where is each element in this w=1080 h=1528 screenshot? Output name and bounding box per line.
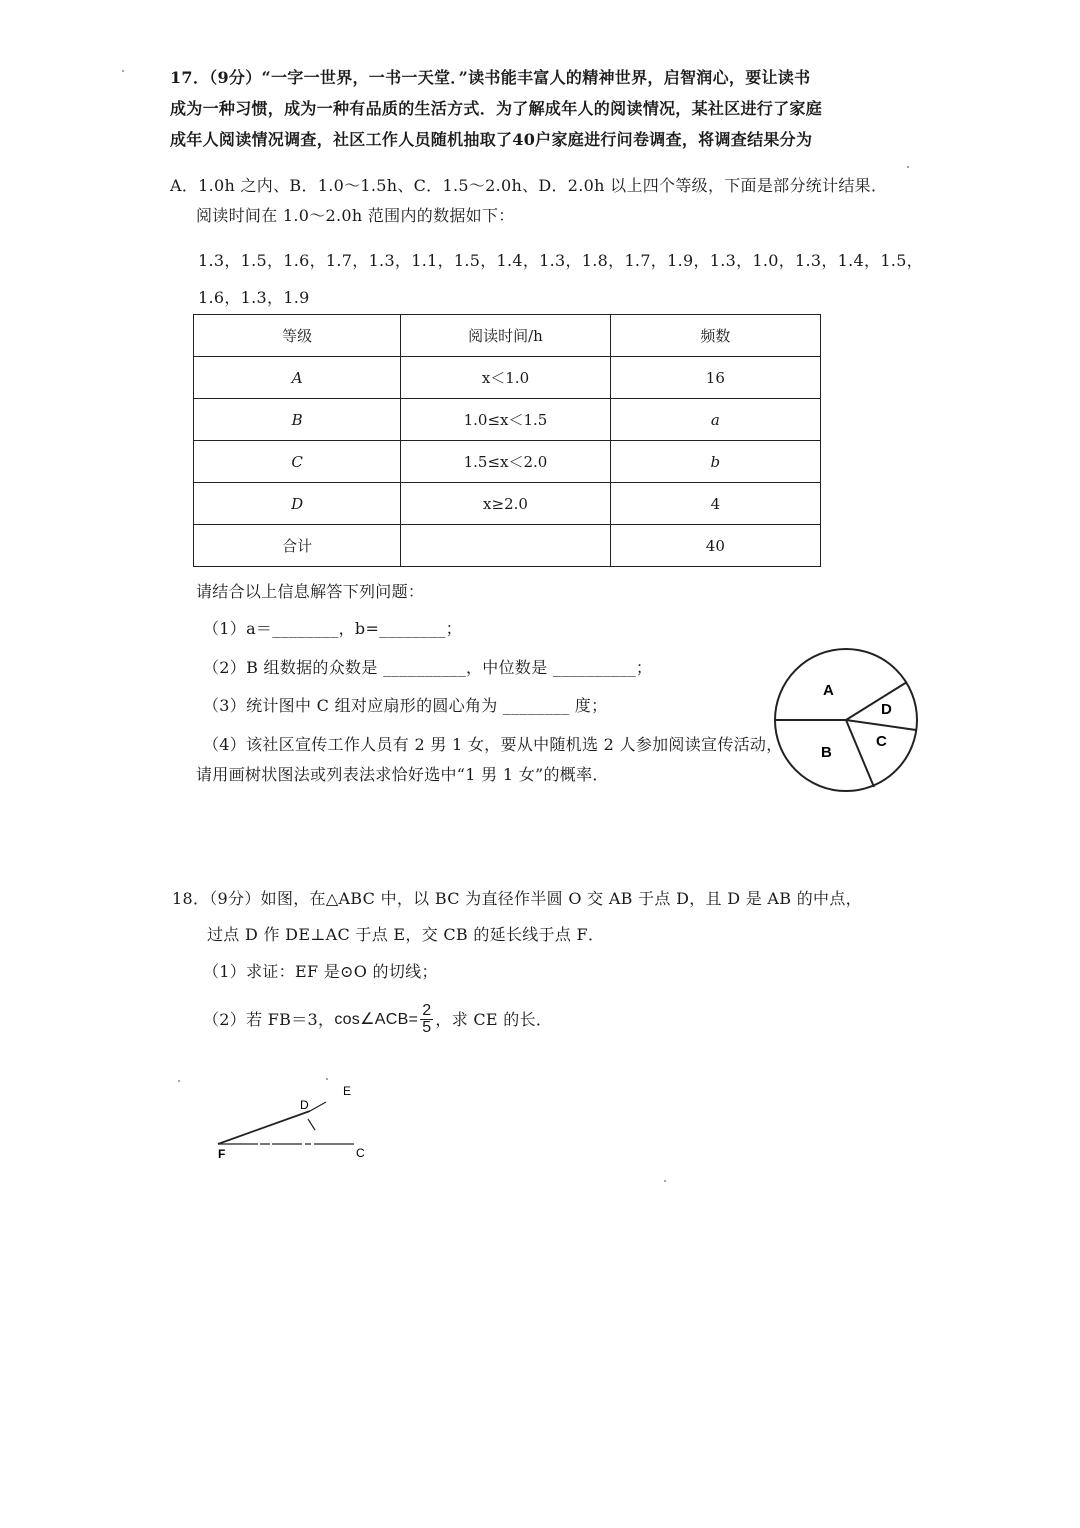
- point-label-c: C: [356, 1146, 365, 1160]
- pie-divider-c-b: [846, 720, 874, 787]
- cell-time: x＜1.0: [401, 357, 610, 399]
- cell-grade: C: [194, 441, 401, 483]
- header-grade: 等级: [194, 315, 401, 357]
- pie-chart-figure: [772, 650, 920, 820]
- table-row: [194, 357, 821, 399]
- pie-divider-d-c: [846, 720, 916, 730]
- q18-sub2-cos: cos∠ACB=: [334, 1010, 419, 1028]
- cell-time: 1.0≤x＜1.5: [401, 399, 610, 441]
- scan-speck: [326, 1078, 328, 1080]
- header-frequency: 频数: [610, 315, 820, 357]
- cell-time: x≥2.0: [401, 483, 610, 525]
- q17-sub3: （3）统计图中 C 组对应扇形的圆心角为 ________ 度；: [203, 696, 608, 715]
- cell-grade: B: [194, 399, 401, 441]
- tick-mark: [308, 1119, 315, 1130]
- q17-line5: 阅读时间在 1.0～2.0h 范围内的数据如下：: [196, 206, 515, 225]
- table-header-row: [194, 315, 821, 357]
- q18-line1: 18．（9分）如图，在△ABC 中，以 BC 为直径作半圆 O 交 AB 于点 D，且 D 是 AB 的中点，: [172, 889, 862, 908]
- frequency-table: [193, 314, 821, 567]
- pie-label-c: C: [876, 733, 887, 750]
- fraction-numerator: 2: [422, 1002, 432, 1019]
- scan-speck: [664, 1180, 666, 1182]
- q17-sub2: （2）B 组数据的众数是 __________，中位数是 __________；: [203, 658, 653, 677]
- q17-data-line2: 1.6，1.3，1.9: [198, 288, 310, 307]
- scan-speck: [178, 1080, 180, 1082]
- table-row: [194, 399, 821, 441]
- cell-grade: A: [194, 357, 401, 399]
- cell-frequency: 16: [610, 357, 820, 399]
- cell-total-label: 合计: [194, 525, 401, 567]
- cell-grade: D: [194, 483, 401, 525]
- header-time: 阅读时间/h: [401, 315, 610, 357]
- q17-prompt: 请结合以上信息解答下列问题：: [196, 582, 425, 601]
- cell-total-empty: [401, 525, 610, 567]
- q17-sub4b: 请用画树状图法或列表法求恰好选中“1 男 1 女”的概率．: [196, 765, 609, 784]
- fraction: [420, 1003, 433, 1036]
- cell-total-value: 40: [610, 525, 820, 567]
- table-row: [194, 483, 821, 525]
- point-label-e: E: [343, 1084, 352, 1098]
- pie-label-b: B: [821, 744, 832, 761]
- cell-time: 1.5≤x＜2.0: [401, 441, 610, 483]
- q17-sub4a: （4）该社区宣传工作人员有 2 男 1 女，要从中随机选 2 人参加阅读宣传活动，: [203, 735, 783, 754]
- q18-line2: 过点 D 作 DE⊥AC 于点 E，交 CB 的延长线于点 F．: [207, 925, 605, 944]
- point-label-d: D: [300, 1098, 309, 1112]
- q17-sub1: （1）a＝________，b=________；: [203, 619, 462, 638]
- pie-divider-a-d: [846, 682, 907, 720]
- cell-frequency: b: [610, 441, 820, 483]
- pie-label-a: A: [823, 682, 834, 699]
- table-row: [194, 525, 821, 567]
- q18-sub2-suffix: ，求 CE 的长．: [435, 1009, 553, 1029]
- scan-speck: [122, 70, 124, 72]
- table-row: [194, 441, 821, 483]
- cell-frequency: 4: [610, 483, 820, 525]
- q17-data-line1: 1.3，1.5，1.6，1.7，1.3，1.1，1.5，1.4，1.3，1.8，1.7，1.9，1.3，1.0，1.3，1.4，1.5，: [198, 251, 923, 270]
- q18-sub2-prefix: （2）若 FB＝3，: [203, 1009, 335, 1029]
- q17-line1: 17．（9分）“一字一世界，一书一天堂．”读书能丰富人的精神世界，启智润心，要让读书: [170, 68, 811, 87]
- scan-speck: [907, 166, 909, 168]
- point-label-f: F: [218, 1147, 226, 1161]
- fraction-denominator: 5: [422, 1019, 432, 1036]
- segment-fd: [218, 1111, 310, 1144]
- geometry-figure: [210, 1075, 380, 1165]
- q17-line2: 成为一种习惯，成为一种有品质的生活方式．为了解成年人的阅读情况，某社区进行了家庭: [170, 99, 823, 118]
- cell-frequency: a: [610, 399, 820, 441]
- pie-label-d: D: [881, 701, 892, 718]
- q17-line4: A．1.0h 之内、B．1.0～1.5h、C．1.5～2.0h、D．2.0h 以上四个等级，下面是部分统计结果．: [170, 176, 888, 195]
- q18-sub2: [203, 1003, 552, 1036]
- segment-de: [310, 1102, 326, 1111]
- q17-line3: 成年人阅读情况调查，社区工作人员随机抽取了40户家庭进行问卷调查，将调查结果分为: [170, 130, 813, 149]
- q18-sub1: （1）求证：EF 是⊙O 的切线；: [203, 962, 438, 981]
